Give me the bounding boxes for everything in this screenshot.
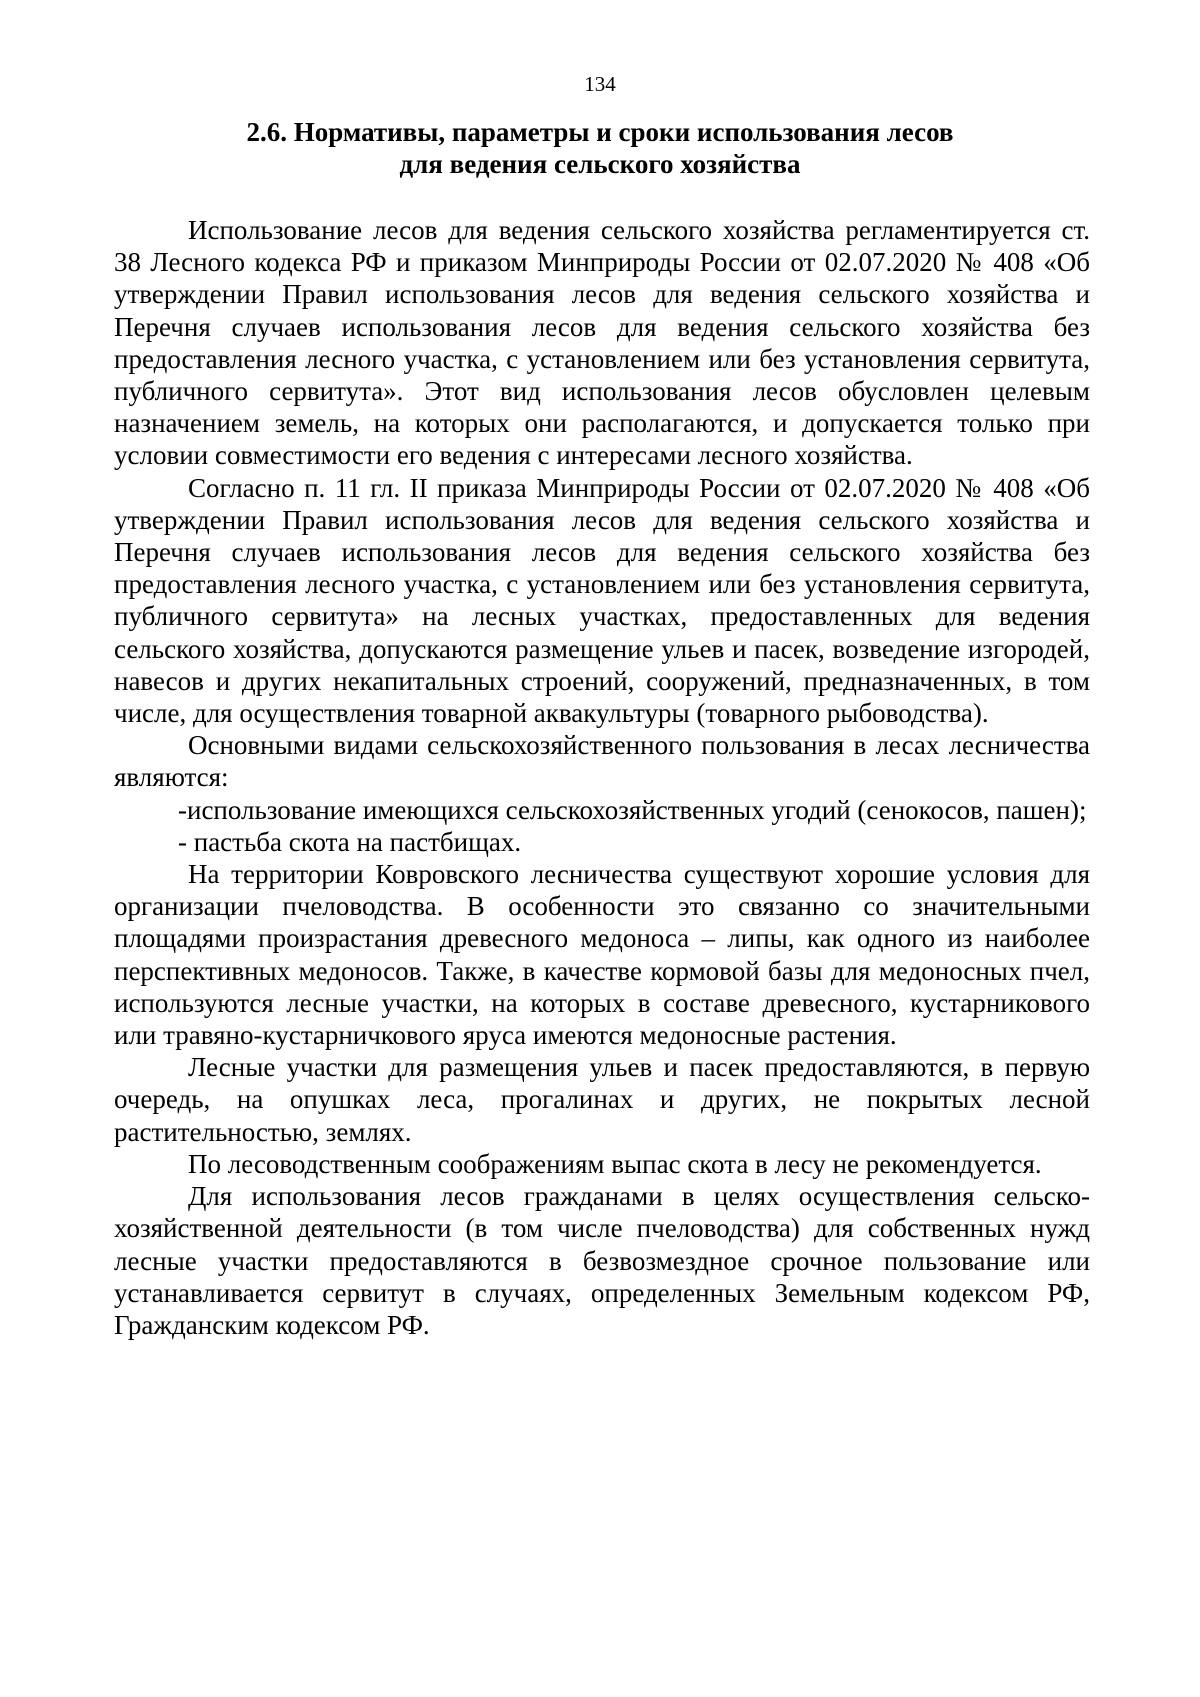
section-title-line-1: 2.6. Нормативы, параметры и сроки использования лесов bbox=[246, 117, 954, 147]
paragraph-order-provisions: Согласно п. 11 гл. II приказа Минприроды России от 02.07.2020 № 408 «Об утверждении Правил использования лесов для ведения сельского хозяйства и Перечня случаев использования лесов для ведения сельского хозяйства без предоставления лесного участка, с установлением или без установления сервитута, публичного сервитута» на лесных участках, предоставленных для ведения сельского хозяйства, допускаются размещение ульев и пасек, возведение изгородей, навесов и других некапитальных строений, сооружений, предназначенных, в том числе, для осуществления товарной аквакультуры (товарного рыбоводства). bbox=[114, 472, 1090, 729]
paragraph-regulation: Использование лесов для ведения сельского хозяйства регламентируется ст. 38 Лесного кодекса РФ и приказом Минприроды России от 02.07.2020 № 408 «Об утверждении Правил использования лесов для ведения сельского хозяйства и Перечня случаев использования лесов для ведения сельского хозяйства без предоставления лесного участка, с установлением или без установления сервитута, публичного сервитута». Этот вид использования лесов обусловлен целевым назначением земель, на которых они располагаются, и допускается только при условии совместимости его ведения с интересами лесного хозяйства. bbox=[114, 215, 1090, 471]
section-title bbox=[150, 116, 1050, 180]
section-title-line-2: для ведения сельского хозяйства bbox=[399, 149, 801, 179]
body-text bbox=[114, 214, 1090, 1341]
paragraph-apiary-sites: Лесные участки для размещения ульев и пасек предоставляются, в первую очередь, на опушках леса, прогалинах и других, не покрытых лесной растительностью, землях. bbox=[114, 1052, 1090, 1147]
paragraph-citizens-use: Для использования лесов гражданами в целях осуществления сельскохозяйственной деятельности (в том числе пчеловодства) для собственных нужд лесные участки предоставляются в безвозмездное срочное пользование или устанавливается сервитут в случаях, определенных Земельным кодексом РФ, Гражданским кодексом РФ. bbox=[114, 1181, 1090, 1340]
paragraph-grazing-not-recommended: По лесоводственным соображениям выпас скота в лесу не рекомендуется. bbox=[188, 1148, 1042, 1179]
paragraph-beekeeping: На территории Ковровского лесничества существуют хорошие условия для организации пчеловодства. В особенности это связанно со значительными площадями произрастания древесного медоноса – липы, как одного из наиболее перспективных медоносов. Также, в качестве кормовой базы для медоносных пчел, используются лесные участки, на которых в составе древесного, кустарникового или травяно-кустарничкового яруса имеются медоносные растения. bbox=[114, 859, 1090, 1051]
list-item-grazing: - пастьба скота на пастбищах. bbox=[178, 826, 522, 857]
page-number: 134 bbox=[584, 72, 616, 96]
paragraph-main-uses-intro: Основными видами сельскохозяйственного пользования в лесах лесничества являются: bbox=[114, 730, 1090, 793]
list-item-land-use: -использование имеющихся сельскохозяйственных угодий (сенокосов, пашен); bbox=[178, 794, 1087, 825]
